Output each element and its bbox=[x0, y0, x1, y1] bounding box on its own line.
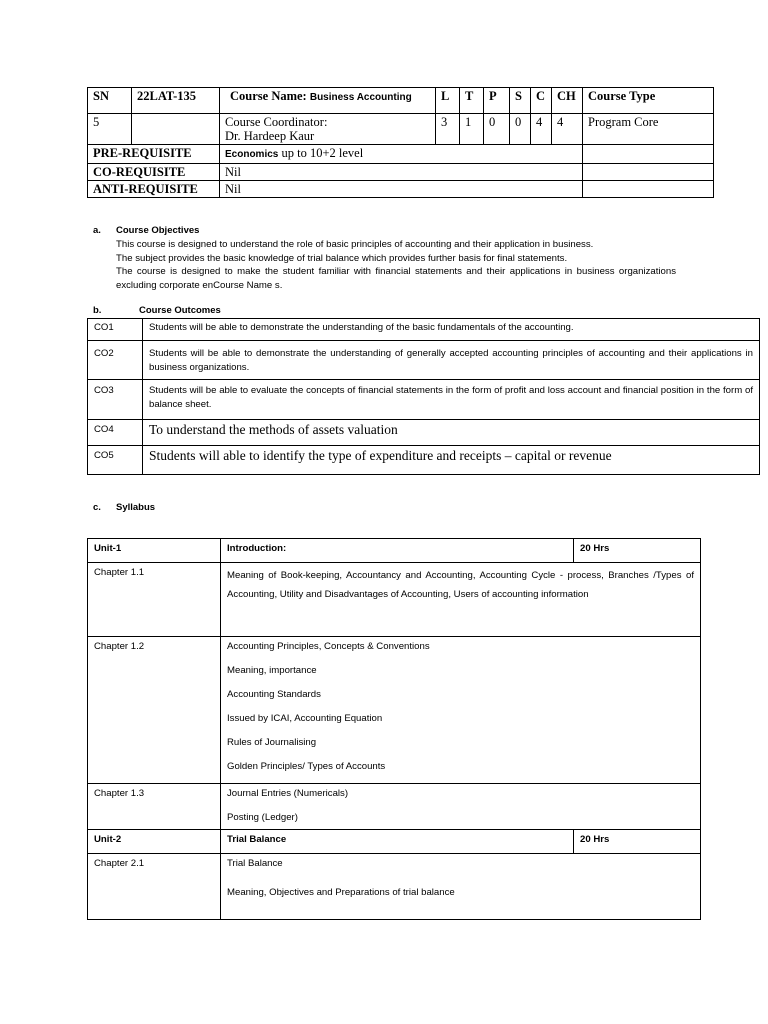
prereq-subject: Economics bbox=[225, 149, 279, 160]
sn-label: SN bbox=[88, 88, 132, 114]
val-ch: 4 bbox=[552, 114, 583, 145]
co-code: CO4 bbox=[88, 420, 143, 446]
chapter-2-1-label: Chapter 2.1 bbox=[88, 854, 221, 920]
syllabus-table bbox=[87, 538, 701, 920]
code-blank bbox=[132, 114, 220, 145]
course-name: Business Accounting bbox=[309, 92, 412, 103]
co-code: CO5 bbox=[88, 446, 143, 475]
syllabus-marker: c. bbox=[93, 502, 101, 513]
co-code: CO1 bbox=[88, 319, 143, 341]
outcomes-marker: b. bbox=[93, 305, 102, 316]
coordinator-cell bbox=[220, 114, 436, 145]
list-item: Accounting Principles, Concepts & Conventions bbox=[227, 641, 430, 652]
table-row bbox=[88, 319, 760, 341]
chapter-1-2-label: Chapter 1.2 bbox=[88, 637, 221, 784]
col-l: L bbox=[436, 88, 460, 114]
prereq-label: PRE-REQUISITE bbox=[88, 145, 220, 164]
objective-line: The subject provides the basic knowledge of trial balance which provides further basis for final statements. bbox=[116, 252, 568, 264]
unit2-label: Unit-2 bbox=[88, 830, 221, 854]
list-item: Posting (Ledger) bbox=[227, 812, 298, 823]
col-c: C bbox=[531, 88, 552, 114]
co-text: Students will be able to evaluate the concepts of financial statements in the form of profit and loss account and financial position in the form of balance sheet. bbox=[143, 380, 760, 420]
val-t: 1 bbox=[460, 114, 484, 145]
outcomes-heading: Course Outcomes bbox=[139, 305, 221, 316]
table-row bbox=[88, 784, 701, 830]
course-code: 22LAT-135 bbox=[132, 88, 220, 114]
antireq-blank bbox=[583, 181, 714, 198]
co-code: CO2 bbox=[88, 341, 143, 380]
coreq-label: CO-REQUISITE bbox=[88, 164, 220, 181]
list-item: Meaning, importance bbox=[227, 665, 317, 676]
unit1-hours: 20 Hrs bbox=[574, 539, 701, 563]
prereq-cell bbox=[220, 145, 583, 164]
list-item: Rules of Journalising bbox=[227, 737, 317, 748]
table-row bbox=[88, 380, 760, 420]
chapter-1-2-content bbox=[221, 637, 701, 784]
course-name-cell bbox=[220, 88, 436, 114]
chapter-1-1-label: Chapter 1.1 bbox=[88, 563, 221, 637]
table-row bbox=[88, 539, 701, 563]
table-row bbox=[88, 637, 701, 784]
coreq-blank bbox=[583, 164, 714, 181]
coordinator-name: Dr. Hardeep Kaur bbox=[225, 129, 315, 143]
list-item: Golden Principles/ Types of Accounts bbox=[227, 761, 386, 772]
chapter-1-3-content bbox=[221, 784, 701, 830]
col-t: T bbox=[460, 88, 484, 114]
unit1-label: Unit-1 bbox=[88, 539, 221, 563]
list-item: Meaning, Objectives and Preparations of trial balance bbox=[227, 887, 455, 898]
coordinator-label: Course Coordinator: bbox=[225, 115, 328, 129]
unit2-title: Trial Balance bbox=[221, 830, 574, 854]
col-s: S bbox=[510, 88, 531, 114]
course-name-label: Course Name: bbox=[230, 89, 307, 103]
syllabus-heading: Syllabus bbox=[116, 502, 156, 513]
table-row bbox=[88, 830, 701, 854]
val-s: 0 bbox=[510, 114, 531, 145]
unit1-title: Introduction: bbox=[221, 539, 574, 563]
table-row bbox=[88, 854, 701, 920]
objectives-marker: a. bbox=[93, 225, 101, 236]
table-row bbox=[88, 420, 760, 446]
antireq-label: ANTI-REQUISITE bbox=[88, 181, 220, 198]
table-row bbox=[88, 446, 760, 475]
course-outcomes-table bbox=[87, 318, 760, 475]
sn-value: 5 bbox=[88, 114, 132, 145]
co-text: To understand the methods of assets valuation bbox=[143, 420, 760, 446]
course-header-table bbox=[87, 87, 714, 198]
coreq-value: Nil bbox=[220, 164, 583, 181]
col-ch: CH bbox=[552, 88, 583, 114]
co-text: Students will be able to demonstrate the understanding of the basic fundamentals of the accounting. bbox=[143, 319, 760, 341]
objectives-text bbox=[116, 238, 676, 292]
objective-line: The course is designed to make the student familiar with financial statements and their applications in business organizations excluding corporate enCourse Name s. bbox=[116, 266, 676, 291]
chapter-2-1-content bbox=[221, 854, 701, 920]
course-type-label: Course Type bbox=[583, 88, 714, 114]
chapter-1-3-label: Chapter 1.3 bbox=[88, 784, 221, 830]
list-item: Accounting Standards bbox=[227, 689, 321, 700]
table-row bbox=[88, 563, 701, 637]
unit2-hours: 20 Hrs bbox=[574, 830, 701, 854]
list-item: Journal Entries (Numericals) bbox=[227, 788, 349, 799]
col-p: P bbox=[484, 88, 510, 114]
val-c: 4 bbox=[531, 114, 552, 145]
list-item: Issued by ICAI, Accounting Equation bbox=[227, 713, 383, 724]
co-text: Students will be able to demonstrate the understanding of generally accepted accounting principles of accounting and their applications in business organizations. bbox=[143, 341, 760, 380]
co-text: Students will able to identify the type of expenditure and receipts – capital or revenue bbox=[143, 446, 760, 475]
prereq-level: up to 10+2 level bbox=[281, 146, 364, 160]
co-code: CO3 bbox=[88, 380, 143, 420]
course-type: Program Core bbox=[583, 114, 714, 145]
objective-line: This course is designed to understand the role of basic principles of accounting and their application in business. bbox=[116, 239, 594, 250]
chapter-1-1-text: Meaning of Book-keeping, Accountancy and Accounting, Accounting Cycle - process, Branches /Types of Accounting, Utility and Disadvantages of Accounting, Users of accounting information bbox=[221, 563, 701, 637]
objectives-heading: Course Objectives bbox=[116, 225, 200, 236]
list-item: Trial Balance bbox=[227, 858, 283, 869]
table-row bbox=[88, 341, 760, 380]
prereq-blank bbox=[583, 145, 714, 164]
val-l: 3 bbox=[436, 114, 460, 145]
val-p: 0 bbox=[484, 114, 510, 145]
antireq-value: Nil bbox=[220, 181, 583, 198]
